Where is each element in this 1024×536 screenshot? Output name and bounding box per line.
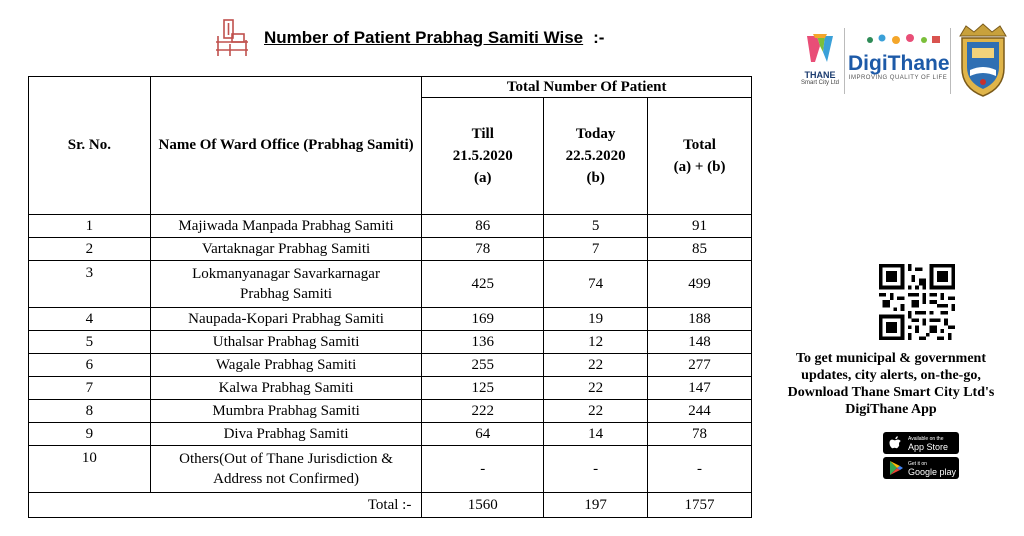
cell-till: 425 <box>422 261 544 308</box>
cell-sr: 4 <box>29 308 151 331</box>
digithane-app-icons <box>848 28 948 48</box>
cell-sr: 6 <box>29 354 151 377</box>
table-row <box>29 400 752 423</box>
table-row <box>29 261 752 308</box>
cell-sr: 7 <box>29 377 151 400</box>
header-total: Total (a) + (b) <box>648 98 752 215</box>
cell-name: Wagale Prabhag Samiti <box>150 354 422 377</box>
total-today: 197 <box>544 493 648 518</box>
cell-total: 244 <box>648 400 752 423</box>
cell-sr: 3 <box>29 261 151 308</box>
logo-divider <box>844 28 845 94</box>
logo-divider <box>950 28 951 94</box>
cell-sr: 5 <box>29 331 151 354</box>
cell-today: 12 <box>544 331 648 354</box>
thane-smart-city-logo <box>798 32 842 92</box>
cell-till: 136 <box>422 331 544 354</box>
cell-name: Diva Prabhag Samiti <box>150 423 422 446</box>
table-row <box>29 377 752 400</box>
cell-today: 7 <box>544 238 648 261</box>
total-till: 1560 <box>422 493 544 518</box>
cell-today: 19 <box>544 308 648 331</box>
app-store-badge[interactable] <box>883 432 959 454</box>
cell-today: 74 <box>544 261 648 308</box>
cell-today: 5 <box>544 215 648 238</box>
google-play-small-label: Get it on <box>908 461 927 467</box>
cell-total: 499 <box>648 261 752 308</box>
page-header <box>212 18 604 58</box>
patients-table <box>28 76 752 518</box>
table-row <box>29 354 752 377</box>
thane-logo-icon <box>803 32 837 66</box>
cell-total: 147 <box>648 377 752 400</box>
table-row <box>29 238 752 261</box>
header-today: Today 22.5.2020 (b) <box>544 98 648 215</box>
cell-sr: 8 <box>29 400 151 423</box>
cell-name: Uthalsar Prabhag Samiti <box>150 331 422 354</box>
cell-sr: 9 <box>29 423 151 446</box>
cell-till: - <box>422 446 544 493</box>
google-play-icon <box>888 460 904 476</box>
cell-today: 22 <box>544 400 648 423</box>
google-play-badge[interactable] <box>883 457 959 479</box>
cell-till: 78 <box>422 238 544 261</box>
cell-total: 277 <box>648 354 752 377</box>
cell-till: 255 <box>422 354 544 377</box>
logo-strip <box>798 22 1014 100</box>
table-row <box>29 331 752 354</box>
digithane-tagline: IMPROVING QUALITY OF LIFE <box>848 75 948 81</box>
cell-till: 222 <box>422 400 544 423</box>
thane-label: THANE <box>804 70 836 80</box>
cell-name: Vartaknagar Prabhag Samiti <box>150 238 422 261</box>
cell-today: - <box>544 446 648 493</box>
cell-till: 86 <box>422 215 544 238</box>
google-play-label: Google play <box>908 467 957 477</box>
cell-name: Lokmanyanagar Savarkarnagar Prabhag Samiti <box>150 261 422 308</box>
cell-name: Naupada-Kopari Prabhag Samiti <box>150 308 422 331</box>
cell-name: Majiwada Manpada Prabhag Samiti <box>150 215 422 238</box>
thane-municipal-seal-icon <box>954 22 1012 100</box>
cell-total: 91 <box>648 215 752 238</box>
total-row <box>29 493 752 518</box>
digithane-name: DigiThane <box>848 52 950 75</box>
header-sr-no: Sr. No. <box>29 77 151 215</box>
header-total-patients: Total Number Of Patient <box>422 77 752 98</box>
cell-sr: 10 <box>29 446 151 493</box>
cell-today: 22 <box>544 354 648 377</box>
qr-code <box>879 264 955 340</box>
cell-till: 169 <box>422 308 544 331</box>
hospital-bed-icon <box>212 18 252 58</box>
header-till: Till 21.5.2020 (a) <box>422 98 544 215</box>
cell-name: Kalwa Prabhag Samiti <box>150 377 422 400</box>
cell-name: Others(Out of Thane Jurisdiction & Address not Confirmed) <box>150 446 422 493</box>
app-store-label: App Store <box>908 442 949 452</box>
page-title-suffix: :- <box>593 28 605 47</box>
header-ward-office: Name Of Ward Office (Prabhag Samiti) <box>150 77 422 215</box>
cell-today: 14 <box>544 423 648 446</box>
cell-total: 85 <box>648 238 752 261</box>
table-row <box>29 446 752 493</box>
app-store-small-label: Available on the <box>908 436 944 442</box>
table-row <box>29 423 752 446</box>
table-row <box>29 308 752 331</box>
cell-today: 22 <box>544 377 648 400</box>
cell-name: Mumbra Prabhag Samiti <box>150 400 422 423</box>
app-promo-text: To get municipal & government updates, city alerts, on-the-go, Download Thane Smart City Ltd's DigiThane App <box>787 351 995 417</box>
cell-total: - <box>648 446 752 493</box>
cell-total: 148 <box>648 331 752 354</box>
cell-total: 78 <box>648 423 752 446</box>
cell-till: 125 <box>422 377 544 400</box>
cell-sr: 1 <box>29 215 151 238</box>
apple-icon <box>888 435 904 451</box>
cell-sr: 2 <box>29 238 151 261</box>
page-title: Number of Patient Prabhag Samiti Wise <box>264 28 584 47</box>
total-label: Total :- <box>29 493 422 518</box>
cell-till: 64 <box>422 423 544 446</box>
total-total: 1757 <box>648 493 752 518</box>
table-row <box>29 215 752 238</box>
thane-sub-label: Smart City Ltd <box>800 80 839 86</box>
digithane-logo <box>848 28 948 94</box>
cell-total: 188 <box>648 308 752 331</box>
